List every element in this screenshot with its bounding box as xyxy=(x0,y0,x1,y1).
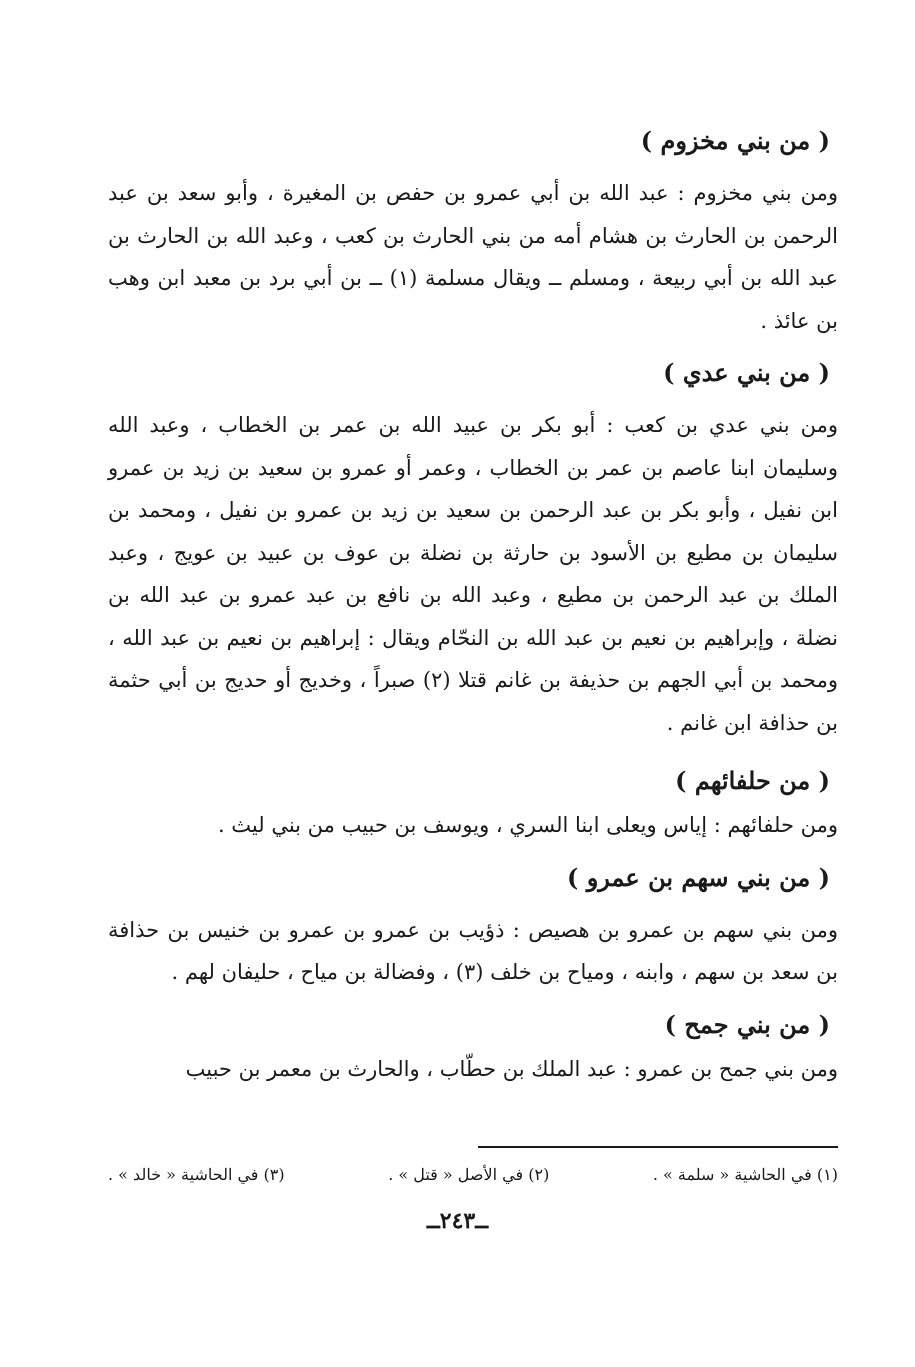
footnote-2: (٢) في الأصل « قتل » . xyxy=(388,1165,550,1184)
section-text-makhzum: ومن بني مخزوم : عبد الله بن أبي عمرو بن حفص بن المغيرة ، وأبو سعد بن عبد الرحمن بن الحارث بن هشام أمه من بني الحارث بن كعب ، وعبد الله بن الحارث بن عبد الله بن أبي ربيعة ، ومسلم ــ ويقال مسلمة (١) ــ بن أبي برد بن معبد ابن وهب بن عائذ . xyxy=(108,181,838,333)
section-heading-adi: ( من بني عدي ) xyxy=(663,358,830,387)
footnote-divider xyxy=(478,1146,838,1148)
section-text-adi: ومن بني عدي بن كعب : أبو بكر بن عبيد الله بن عمر بن الخطاب ، وعبد الله وسليمان ابنا عاصم بن عمر بن الخطاب ، وعمر أو عمرو بن سعيد بن زيد بن عمرو ابن نفيل ، وأبو بكر بن عبد الرحمن بن سعيد بن زيد بن عمرو بن نفيل ، ومحمد بن سليمان بن مطيع بن الأسود بن حارثة بن نضلة بن عوف بن عبيد بن عويج ، وعبد الملك بن عبد الرحمن بن مطيع ، وعبد الله بن نافع بن عبد عمرو بن عبد الله بن نضلة ، وإبراهيم بن نعيم بن عبد الله بن النحّام ويقال : إبراهيم بن نعيم بن عبد الله ، ومحمد بن أبي الجهم بن حذيفة بن غانم قتلا (٢) صبراً ، وخديج أو حديج بن أبي حثمة بن حذافة ابن غانم . xyxy=(108,413,838,735)
footnote-1: (١) في الحاشية « سلمة » . xyxy=(652,1165,838,1184)
section-heading-sahm: ( من بني سهم بن عمرو ) xyxy=(566,862,830,892)
section-heading-jumah: ( من بني جمح ) xyxy=(664,1009,830,1039)
section-heading-makhzum: ( من بني مخزوم ) xyxy=(640,126,830,155)
footnote-3: (٣) في الحاشية « خالد » . xyxy=(108,1165,285,1184)
page-body xyxy=(108,118,838,1090)
section-text-jumah: ومن بني جمح بن عمرو : عبد الملك بن حطّاب ، والحارث بن معمر بن حبيب xyxy=(185,1056,838,1081)
page-number: ــ٢٤٣ــ xyxy=(426,1208,489,1234)
section-heading-allies: ( من حلفائهم ) xyxy=(675,766,830,795)
section-text-sahm: ومن بني سهم بن عمرو بن هصيص : ذؤيب بن عمرو بن عمرو بن خنيس بن حذافة بن سعد بن سهم ، وابنه ، ومياح بن خلف (٣) ، وفضالة بن مياح ، حليفان لهم . xyxy=(108,917,838,984)
section-text-allies: ومن حلفائهم : إياس ويعلى ابنا السري ، ويوسف بن حبيب من بني ليث . xyxy=(217,813,838,837)
footnotes xyxy=(108,1160,838,1190)
